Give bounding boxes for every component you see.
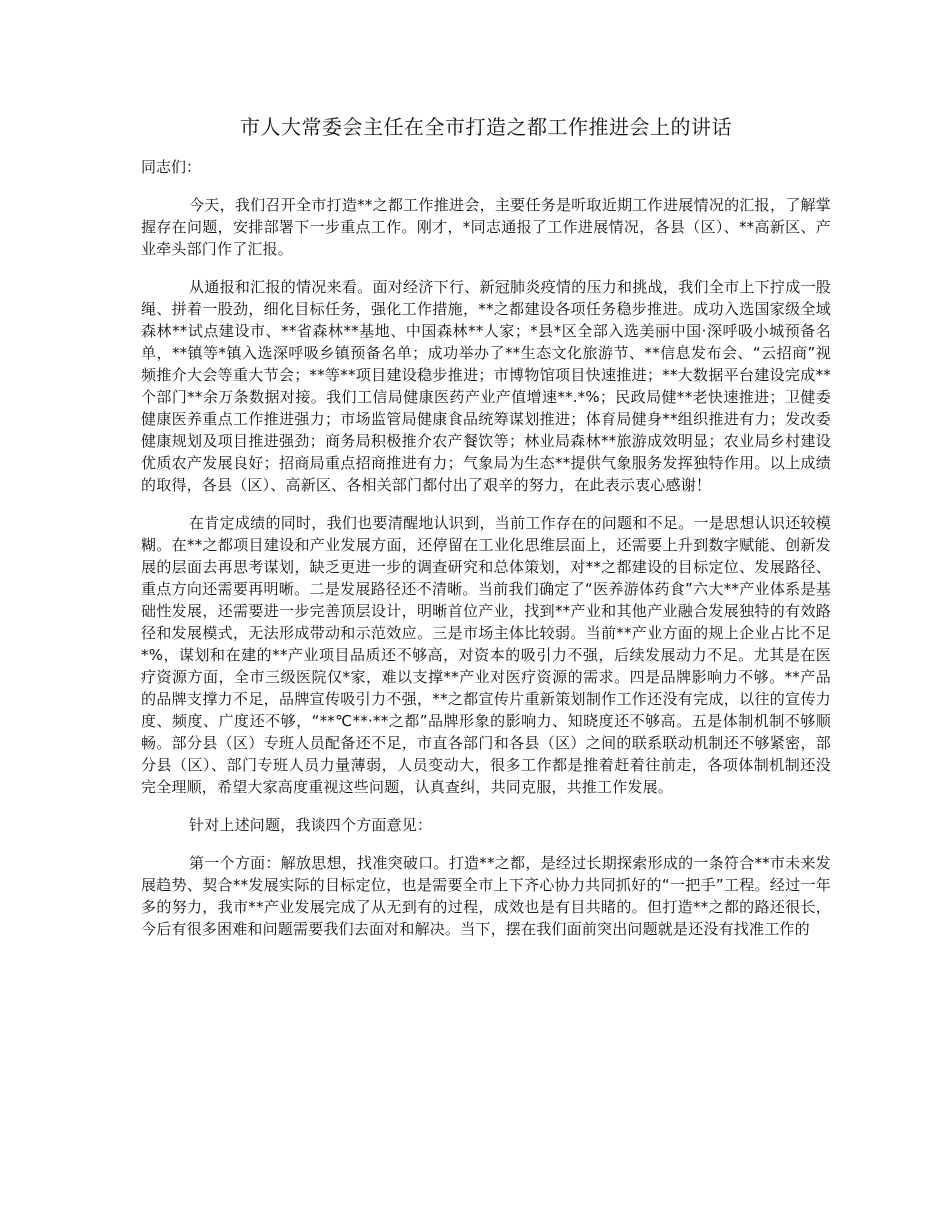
paragraph-problems: 在肯定成绩的同时，我们也要清醒地认识到，当前工作存在的问题和不足。一是思想认识还较模糊。在**之都项目建设和产业发展方面，还停留在工业化思维层面上，还需要上升到数字赋能、创新发展的层面去再思考谋划，缺乏更进一步的调查研究和总体策划，对**之都建设的目标定位、发展路径、重点方向还需要再明晰。二是发展路径还不清晰。当前我们确定了“医养游体药食”六大**产业体系是基础性发展，还需要进一步完善顶层设计，明晰首位产业，找到**产业和其他产业融合发展独特的有效路径和发展模式，无法形成带动和示范效应。三是市场主体比较弱。当前**产业方面的规上企业占比不足*%，谋划和在建的**产业项目品质还不够高，对资本的吸引力不强，后续发展动力不足。尤其是在医疗资源方面，全市三级医院仅*家，难以支撑**产业对医疗资源的需求。四是品牌影响力不够。**产品的品牌支撑力不足，品牌宣传吸引力不强，**之都宣传片重新策划制作工作还没有完成，以往的宣传力度、频度、广度还不够，“**℃**·**之都”品牌形象的影响力、知晓度还不够高。五是体制机制不够顺畅。部分县（区）专班人员配备还不足，市直各部门和各县（区）之间的联系联动机制还不够紧密，部分县（区）、部门专班人员力量薄弱，人员变动大，很多工作都是推着赶着往前走，各项体制机制还没完全理顺，希望大家高度重视这些问题，认真查纠，共同克服，共推工作发展。 xyxy=(141,514,831,796)
paragraph-achievements: 从通报和汇报的情况来看。面对经济下行、新冠肺炎疫情的压力和挑战，我们全市上下拧成一股绳、拼着一股劲，细化目标任务，强化工作措施，**之都建设各项任务稳步推进。成功入选国家级全域森林**试点建设市、**省森林**基地、中国森林**人家；*县*区全部入选美丽中国·深呼吸小城预备名单，**镇等*镇入选深呼吸乡镇预备名单；成功举办了**生态文化旅游节、**信息发布会、“云招商”视频推介大会等重大节会；**等**项目建设稳步推进；市博物馆项目快速推进；**大数据平台建设完成**个部门**余万条数据对接。我们工信局健康医药产业产值增速**.*%；民政局健**老快速推进；卫健委健康医养重点工作推进强力；市场监管局健康食品统筹谋划推进；体育局健身**组织推进有力；发改委健康规划及项目推进强劲；商务局积极推介农产餐饮等；林业局森林**旅游成效明显；农业局乡村建设优质农产发展良好；招商局重点招商推进有力；气象局为生态**提供气象服务发挥独特作用。以上成绩的取得，各县（区）、高新区、各相关部门都付出了艰辛的努力，在此表示衷心感谢！ xyxy=(141,278,831,494)
paragraph-four-opinions: 针对上述问题，我谈四个方面意见： xyxy=(189,816,433,834)
document-page xyxy=(141,112,831,956)
paragraph-first-aspect: 第一个方面：解放思想，找准突破口。打造**之都，是经过长期探索形成的一条符合**市未来发展趋势、契合**发展实际的目标定位，也是需要全市上下齐心协力共同抓好的“一把手”工程。经过一年多的努力，我市**产业发展完成了从无到有的过程，成效也是有目共睹的。但打造**之都的路还很长，今后有很多困难和问题需要我们去面对和解决。当下，摆在我们面前突出问题就是还没有找准工作的 xyxy=(141,854,831,938)
document-title: 市人大常委会主任在全市打造之都工作推进会上的讲话 xyxy=(240,115,732,139)
paragraph-opening: 今天，我们召开全市打造**之都工作推进会，主要任务是听取近期工作进展情况的汇报，了解掌握存在问题，安排部署下一步重点工作。刚才，*同志通报了工作进展情况，各县（区）、**高新区、产业牵头部门作了汇报。 xyxy=(141,196,831,258)
salutation: 同志们： xyxy=(141,158,202,176)
